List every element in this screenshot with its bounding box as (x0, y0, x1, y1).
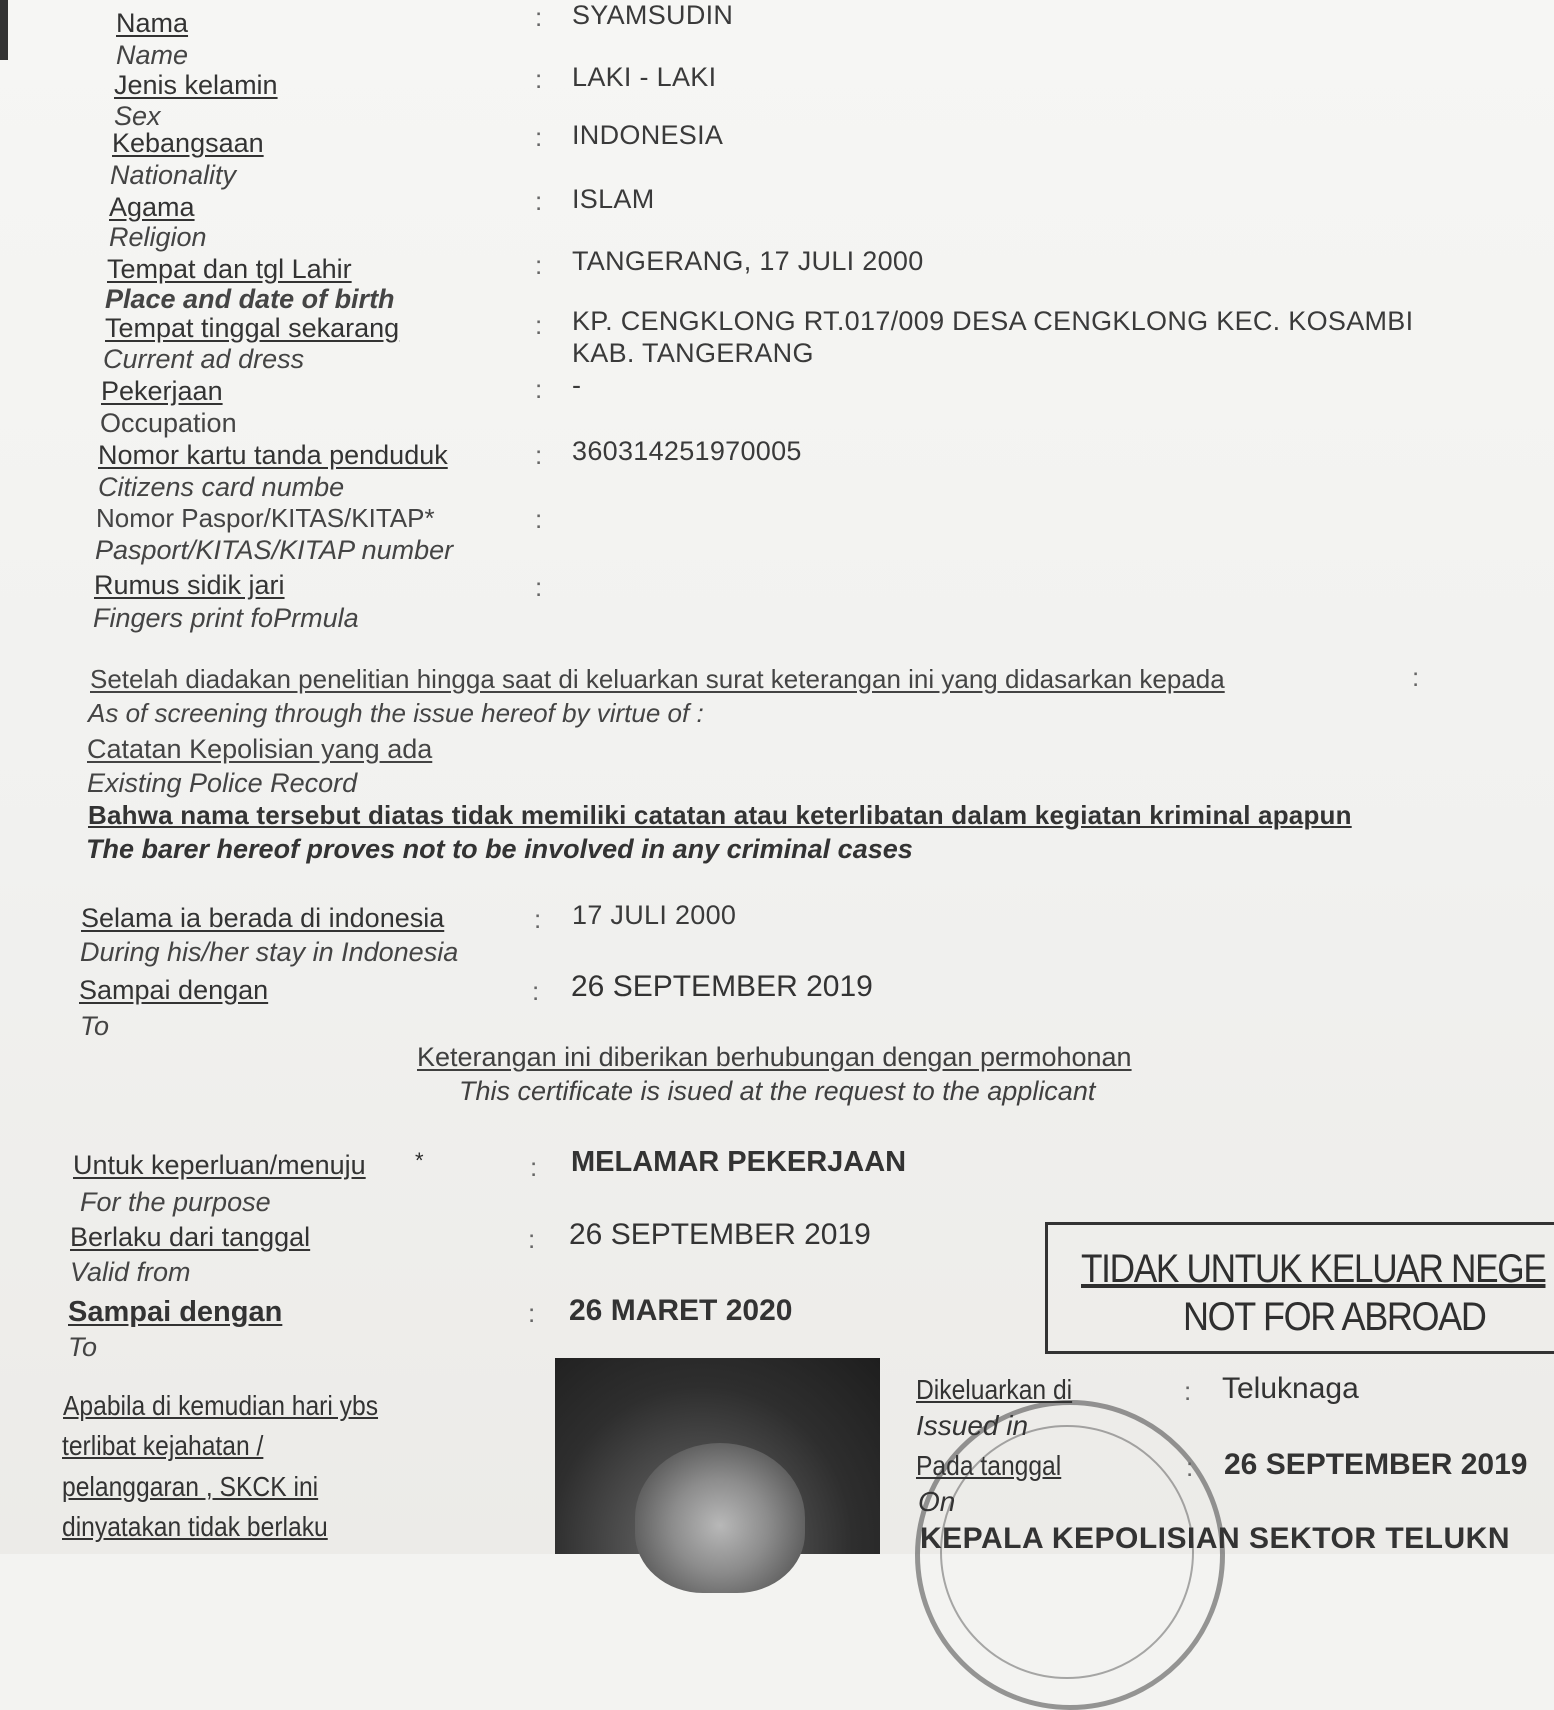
field-sub-id-card: Citizens card numbe (98, 472, 345, 502)
disclaimer-line: pelanggaran , SKCK ini (62, 1471, 319, 1502)
police-record-label: Catatan Kepolisian yang ada (87, 734, 433, 764)
field-sub-sex: Sex (114, 101, 161, 131)
field-label-fingerprint: Rumus sidik jari (94, 570, 285, 600)
colon: : (535, 374, 543, 404)
issued-in-value: Teluknaga (1222, 1372, 1359, 1405)
field-label-id-card: Nomor kartu tanda penduduk (98, 440, 448, 470)
field-label-religion: Agama (109, 192, 195, 222)
not-for-abroad-line1: TIDAK UNTUK KELUAR NEGE (1081, 1247, 1546, 1291)
screening-colon: : (1412, 662, 1420, 692)
not-for-abroad-line2: NOT FOR ABROAD (1183, 1295, 1486, 1339)
issued-date-value: 26 SEPTEMBER 2019 (1224, 1448, 1528, 1481)
disclaimer-line: terlibat kejahatan / (62, 1430, 264, 1461)
field-sub-occupation: Occupation (100, 408, 237, 438)
field-value-sex: LAKI - LAKI (572, 62, 717, 92)
colon: : (535, 250, 543, 280)
stay-sub: During his/her stay in Indonesia (80, 937, 459, 967)
colon: : (535, 2, 543, 32)
statement-en: The barer hereof proves not to be involved in any criminal cases (86, 834, 913, 864)
colon: : (528, 1224, 536, 1254)
purpose-asterisk: * (415, 1148, 424, 1173)
screening-label: Setelah diadakan penelitian hingga saat di keluarkan surat keterangan ini yang didasarkan kepada (90, 664, 1225, 694)
field-label-passport: Nomor Paspor/KITAS/KITAP* (96, 503, 435, 533)
field-value-birth: TANGERANG, 17 JULI 2000 (572, 246, 924, 276)
field-value-nationality: INDONESIA (572, 120, 724, 150)
valid-to-label: Sampai dengan (68, 1296, 283, 1328)
issued-in-label: Dikeluarkan di (916, 1374, 1073, 1405)
not-for-abroad-box (1045, 1222, 1554, 1354)
colon: : (535, 440, 543, 470)
colon: : (535, 504, 543, 534)
field-sub-address: Current ad dress (103, 344, 305, 374)
colon: : (535, 310, 543, 340)
colon: : (530, 1152, 538, 1182)
disclaimer-line: dinyatakan tidak berlaku (62, 1511, 328, 1542)
request-label: Keterangan ini diberikan berhubungan dengan permohonan (417, 1042, 1132, 1072)
field-label-occupation: Pekerjaan (101, 376, 223, 406)
colon: : (1184, 1376, 1192, 1406)
valid-from-sub: Valid from (70, 1257, 191, 1287)
stay-to-value: 26 SEPTEMBER 2019 (571, 970, 873, 1003)
field-value-address: KP. CENGKLONG RT.017/009 DESA CENGKLONG KEC. KOSAMBI (572, 306, 1414, 336)
request-sub: This certificate is isued at the request to the applicant (459, 1076, 1096, 1106)
field-value-religion: ISLAM (572, 184, 655, 214)
field-label-sex: Jenis kelamin (114, 70, 278, 100)
purpose-value: MELAMAR PEKERJAAN (571, 1146, 907, 1178)
stay-to-sub: To (80, 1011, 110, 1041)
issued-in-sub: Issued in (916, 1410, 1029, 1441)
issuing-officer: KEPALA KEPOLISIAN SEKTOR TELUKN (920, 1522, 1510, 1555)
stay-label: Selama ia berada di indonesia (81, 903, 445, 933)
police-record-sub: Existing Police Record (87, 768, 358, 798)
issued-date-sub: On (918, 1486, 956, 1517)
disclaimer-line: Apabila di kemudian hari ybs (63, 1390, 379, 1421)
colon: : (535, 572, 543, 602)
field-sub-religion: Religion (109, 222, 207, 252)
field-sub-birth: Place and date of birth (105, 284, 395, 314)
colon: : (535, 122, 543, 152)
field-label-address: Tempat tinggal sekarang (105, 313, 400, 343)
photo-face (635, 1443, 805, 1593)
field-label-birth: Tempat dan tgl Lahir (107, 254, 352, 284)
page-edge (0, 0, 8, 60)
screening-sub: As of screening through the issue hereof by virtue of : (88, 698, 704, 728)
field-label-nationality: Kebangsaan (112, 128, 264, 158)
colon: : (535, 64, 543, 94)
purpose-sub: For the purpose (80, 1187, 271, 1217)
field-sub-nationality: Nationality (110, 160, 237, 190)
colon: : (535, 186, 543, 216)
valid-from-label: Berlaku dari tanggal (70, 1222, 311, 1252)
field-value-address-line2: KAB. TANGERANG (572, 338, 814, 368)
colon: : (532, 976, 540, 1006)
valid-to-sub: To (68, 1332, 98, 1362)
issued-date-label: Pada tanggal (916, 1450, 1062, 1481)
colon: : (528, 1298, 536, 1328)
colon: : (1186, 1452, 1194, 1482)
field-value-id-card: 360314251970005 (572, 436, 802, 466)
valid-to-value: 26 MARET 2020 (569, 1294, 793, 1327)
stay-to-label: Sampai dengan (79, 975, 269, 1005)
statement: Bahwa nama tersebut diatas tidak memiliki catatan atau keterlibatan dalam kegiatan kriminal apapun (88, 800, 1352, 830)
colon: : (534, 904, 542, 934)
purpose-label: Untuk keperluan/menuju (73, 1150, 366, 1180)
field-sub-passport: Pasport/KITAS/KITAP number (95, 535, 454, 565)
field-sub-fingerprint: Fingers print foPrmula (93, 603, 359, 633)
field-value-name: SYAMSUDIN (572, 0, 734, 30)
applicant-photo (555, 1358, 880, 1554)
field-sub-name: Name (116, 40, 189, 70)
valid-from-value: 26 SEPTEMBER 2019 (569, 1218, 871, 1251)
field-label-name: Nama (116, 8, 189, 38)
stay-value: 17 JULI 2000 (572, 900, 737, 930)
field-value-occupation: - (572, 370, 582, 400)
